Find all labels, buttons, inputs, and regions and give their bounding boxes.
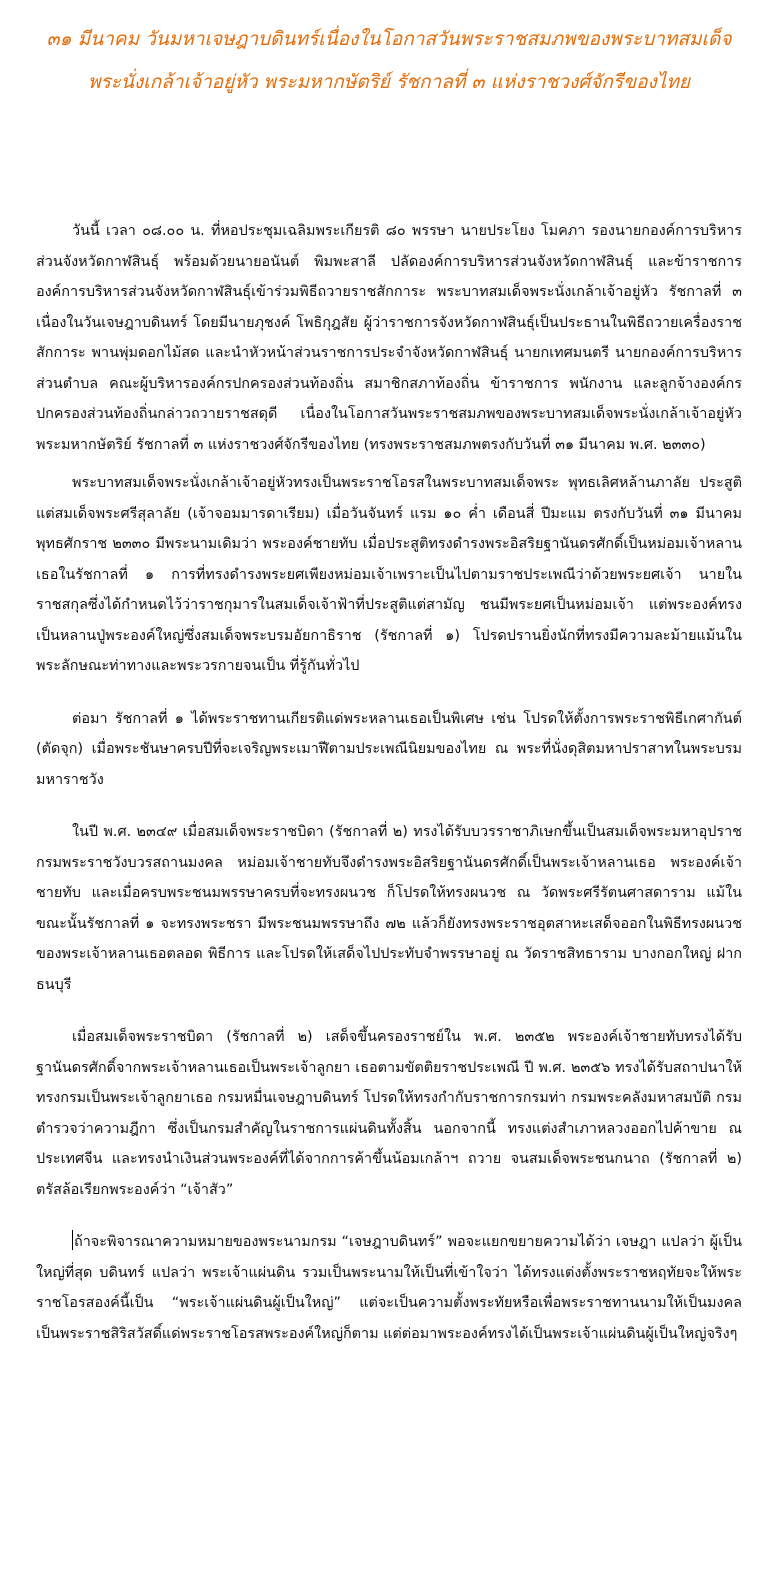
text-cursor	[72, 1230, 73, 1250]
paragraph-name-meaning[interactable]	[36, 1227, 742, 1349]
paragraph-ceremony: วันนี้ เวลา ๐๘.๐๐ น. ที่หอประชุมเฉลิมพระเกียรติ ๘๐ พรรษา นายประโยง โมคภา รองนายกองค์การบริหารส่วนจังหวัดกาฬสินธุ์ พร้อมด้วยนายอนันต์ พิมพะสาลี ปลัดองค์การบริหารส่วนจังหวัดกาฬสินธุ์ และข้าราชการองค์การบริหารส่วนจังหวัดกาฬสินธุ์เข้าร่วมพิธีถวายราชสักการะ พระบาทสมเด็จพระนั่งเกล้าเจ้าอยู่หัว รัชกาลที่ ๓ เนื่องในวันเจษฎาบดินทร์ โดยมีนายภุชงค์ โพธิกุฎสัย ผู้ว่าราชการจังหวัดกาฬสินธุ์เป็นประธานในพิธีถวายเครื่องราชสักการะ พานพุ่มดอกไม้สด และนำหัวหน้าส่วนราชการประจำจังหวัดกาฬสินธุ์ นายกเทศมนตรี นายกองค์การบริหารส่วนตำบล คณะผู้บริหารองค์กรปกครองส่วนท้องถิ่น สมาชิกสภาท้องถิ่น ข้าราชการ พนักงาน และลูกจ้างองค์กรปกครองส่วนท้องถิ่นกล่าวถวายราชสดุดี เนื่องในโอกาสวันพระราชสมภพของพระบาทสมเด็จพระนั่งเกล้าเจ้าอยู่หัว พระมหากษัตริย์ รัชกาลที่ ๓ แห่งราชวงศ์จักรีของไทย (ทรงพระราชสมภพตรงกับวันที่ ๓๑ มีนาคม พ.ศ. ๒๓๓๐)	[36, 223, 742, 453]
paragraph-ordination: ในปี พ.ศ. ๒๓๔๙ เมื่อสมเด็จพระราชบิดา (รัชกาลที่ ๒) ทรงได้รับบวรราชาภิเษกขึ้นเป็นสมเด็จพระมหาอุปราชกรมพระราชวังบวรสถานมงคล หม่อมเจ้าชายทับจึงดำรงพระอิสริยฐานันดรศักดิ์เป็นพระเจ้าหลานเธอ พระองค์เจ้าชายทับ และเมื่อครบพระชนมพรรษาครบที่จะทรงผนวช ก็โปรดให้ทรงผนวช ณ วัดพระศรีรัตนศาสดาราม แม้ในขณะนั้นรัชกาลที่ ๑ จะทรงพระชรา มีพระชนมพรรษาถึง ๗๒ แล้วก็ยังทรงพระราชอุตสาหะเสด็จออกในพิธีทรงผนวชของพระเจ้าหลานเธอตลอด พิธีการ และโปรดให้เสด็จไปประทับจำพรรษาอยู่ ณ วัดราชสิทธาราม บางกอกใหญ่ ฝากธนบุรี	[36, 824, 742, 993]
paragraph-name-meaning-text: ถ้าจะพิจารณาความหมายของพระนามกรม “เจษฎาบดินทร์” พอจะแยกขยายความได้ว่า เจษฎา แปลว่า ผู้เป็นใหญ่ที่สุด บดินทร์ แปลว่า พระเจ้าแผ่นดิน รวมเป็นพระนามให้เป็นที่เข้าใจว่า ได้ทรงแต่งตั้งพระราชหฤทัยจะให้พระราชโอรสองค์นี้เป็น “พระเจ้าแผ่นดินผู้เป็นใหญ่” แต่จะเป็นความตั้งพระทัยหรือเพื่อพระราชทานนามให้เป็นมงคล เป็นพระราชสิริสวัสดิ์แด่พระราชโอรสพระองค์ใหญ่ก็ตาม แต่ต่อมาพระองค์ทรงได้เป็นพระเจ้าแผ่นดินผู้เป็นใหญ่จริงๆ	[36, 1234, 742, 1342]
paragraph-topknot-ceremony: ต่อมา รัชกาลที่ ๑ ได้พระราชทานเกียรติแด่พระหลานเธอเป็นพิเศษ เช่น โปรดให้ตั้งการพระราชพิธีเกศากันต์ (ตัดจุก) เมื่อพระชันษาครบปีที่จะเจริญพระเมาฬีตามประเพณีนิยมของไทย ณ พระที่นั่งดุสิตมหาปราสาทในพระบรมมหาราชวัง	[36, 710, 742, 788]
paragraph-royal-title: เมื่อสมเด็จพระราชบิดา (รัชกาลที่ ๒) เสด็จขึ้นครองราชย์ใน พ.ศ. ๒๓๕๒ พระองค์เจ้าชายทับทรงได้รับฐานันดรศักดิ์จากพระเจ้าหลานเธอเป็นพระเจ้าลูกยา เธอตามขัตติยราชประเพณี ปี พ.ศ. ๒๓๕๖ ทรงได้รับสถาปนาให้ทรงกรมเป็นพระเจ้าลูกยาเธอ กรมหมื่นเจษฎาบดินทร์ โปรดให้ทรงกำกับราชการกรมท่า กรมพระคลังมหาสมบัติ กรมตำรวจว่าความฎีกา ซึ่งเป็นกรมสำคัญในราชการแผ่นดินทั้งสิ้น นอกจากนี้ ทรงแต่งสำเภาหลวงออกไปค้าขาย ณ ประเทศจีน และทรงนำเงินส่วนพระองค์ที่ได้จากการค้าขึ้นน้อมเกล้าฯ ถวาย จนสมเด็จพระชนกนาถ (รัชกาลที่ ๒) ตรัสล้อเรียกพระองค์ว่า “เจ้าสัว”	[36, 1029, 742, 1198]
document-title: ๓๑ มีนาคม วันมหาเจษฎาบดินทร์เนื่องในโอกาสวันพระราชสมภพของพระบาทสมเด็จพระนั่งเกล้าเจ้าอยู่หัว พระมหากษัตริย์ รัชกาลที่ ๓ แห่งราชวงศ์จักรีของไทย	[46, 28, 732, 93]
document-body	[36, 216, 742, 1349]
paragraph-birth: พระบาทสมเด็จพระนั่งเกล้าเจ้าอยู่หัวทรงเป็นพระราชโอรสในพระบาทสมเด็จพระ พุทธเลิศหล้านภาลัย ประสูติแต่สมเด็จพระศรีสุลาลัย (เจ้าจอมมารดาเรียม) เมื่อวันจันทร์ แรม ๑๐ ค่ำ เดือนสี่ ปีมะแม ตรงกับวันที่ ๓๑ มีนาคม พุทธศักราช ๒๓๓๐ มีพระนามเดิมว่า พระองค์ชายทับ เมื่อประสูติทรงดำรงพระอิสริยฐานันดรศักดิ์เป็นหม่อมเจ้าหลานเธอในรัชกาลที่ ๑ การที่ทรงดำรงพระยศเพียงหม่อมเจ้าเพราะเป็นไปตามราชประเพณีว่าด้วยพระยศเจ้า นายในราชสกุลซึ่งได้กำหนดไว้ว่าราชกุมารในสมเด็จเจ้าฟ้าที่ประสูติแต่สามัญ ชนมีพระยศเป็นหม่อมเจ้า แต่พระองค์ทรงเป็นหลานปู่พระองค์ใหญ่ซึ่งสมเด็จพระบรมอัยกาธิราช (รัชกาลที่ ๑) โปรดปรานยิ่งนักที่ทรงมีความละม้ายแม้นในพระลักษณะท่าทางและพระวรกายจนเป็น ที่รู้กันทั่วไป	[36, 475, 742, 674]
